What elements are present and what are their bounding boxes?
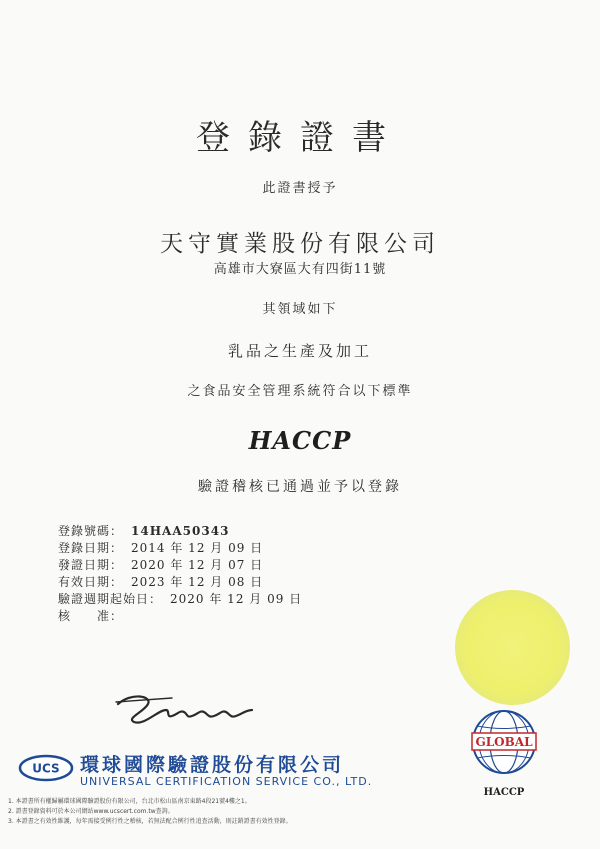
- detail-row-registration-date: [58, 539, 302, 556]
- global-globe-icon: [470, 700, 538, 786]
- registration-number: 14HAA50343: [131, 524, 230, 538]
- detail-row-issue-date: [58, 556, 302, 573]
- detail-label: 核 准：: [58, 609, 124, 623]
- scope-text: 乳品之生產及加工: [227, 342, 372, 360]
- embossed-seal: [455, 590, 570, 705]
- cycle-start-date: 2020 年 12 月 09 日: [170, 592, 303, 606]
- detail-label: 發證日期：: [58, 558, 124, 572]
- granted-to-label: 此證書授予: [262, 181, 338, 196]
- detail-label: 有效日期：: [58, 575, 124, 589]
- company-name: 天守實業股份有限公司: [160, 231, 440, 257]
- certificate-details: [58, 522, 302, 624]
- global-haccp-label: HACCP: [483, 787, 525, 798]
- certificate-title: 登錄證書: [196, 118, 404, 158]
- detail-row-approval: [58, 607, 302, 624]
- verification-statement: 驗證稽核已通過並予以登錄: [198, 479, 402, 495]
- company-address: 高雄市大寮區大有四街11號: [213, 262, 387, 277]
- footnote: 3. 本證書之有效性維護，每年需接受例行性之稽核，若無法配合例行性追查活動，則註銷證書有效性登錄。: [8, 818, 292, 825]
- detail-row-cycle-start: [58, 590, 302, 607]
- global-text: GLOBAL: [475, 735, 533, 749]
- footnote: 1. 本證書所有權歸屬環球國際驗證股份有限公司，台北市松山區南京東路4段21號4樓之1。: [8, 798, 251, 805]
- ucs-logo-icon: [18, 753, 74, 783]
- footnote: 2. 證書登錄資料可於本公司網站www.ucscert.com.tw查詢。: [8, 808, 174, 815]
- standard-name: HACCP: [248, 426, 352, 455]
- registration-date: 2014 年 12 月 09 日: [131, 541, 264, 555]
- expiry-date: 2023 年 12 月 08 日: [131, 575, 264, 589]
- detail-label: 登錄日期：: [58, 541, 124, 555]
- conformity-statement: 之食品安全管理系統符合以下標準: [187, 384, 413, 399]
- ucs-logo-text: UCS: [32, 761, 60, 776]
- detail-label: 驗證週期起始日：: [58, 592, 163, 606]
- signature-graphic: [112, 688, 262, 728]
- issuer-name-en: UNIVERSAL CERTIFICATION SERVICE CO., LTD.: [80, 775, 373, 788]
- detail-row-registration-number: [58, 522, 302, 539]
- detail-label: 登錄號碼：: [58, 524, 124, 538]
- detail-row-expiry-date: [58, 573, 302, 590]
- issuer-name-zh: 環球國際驗證股份有限公司: [80, 754, 345, 776]
- footnotes: [8, 797, 292, 827]
- issue-date: 2020 年 12 月 07 日: [131, 558, 264, 572]
- scope-label: 其領域如下: [262, 302, 338, 317]
